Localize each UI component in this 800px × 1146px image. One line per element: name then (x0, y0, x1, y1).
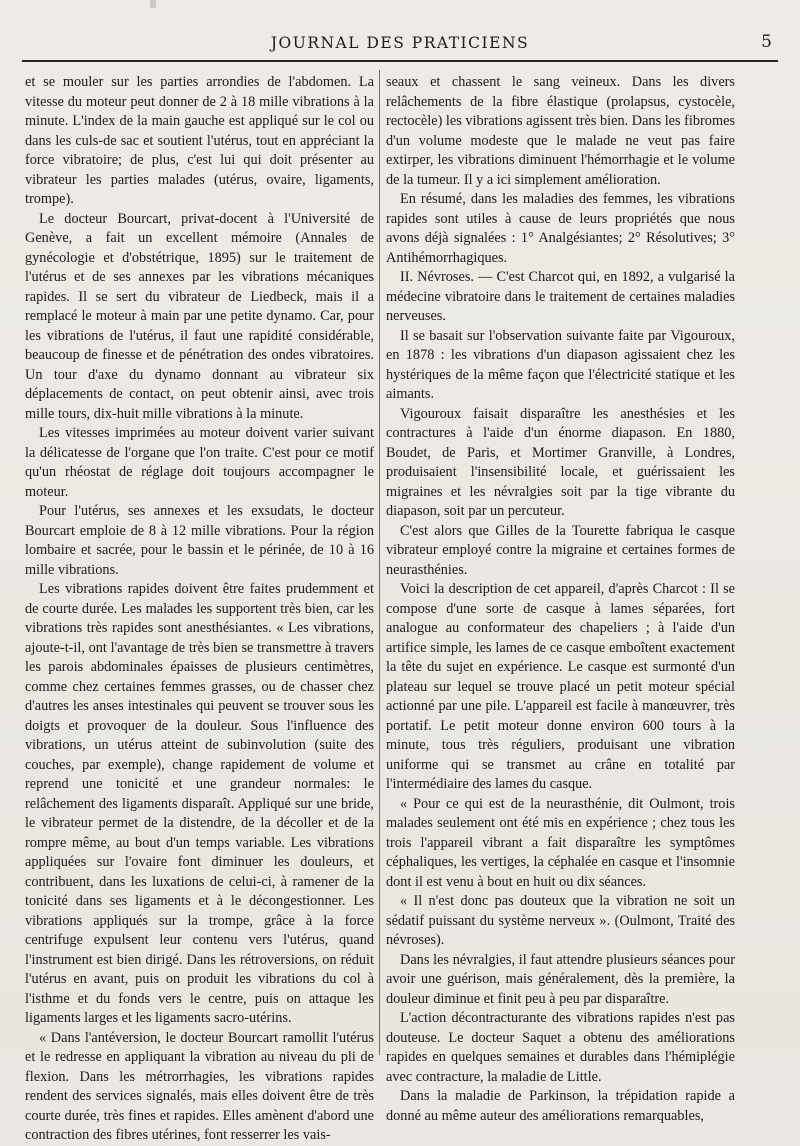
paragraph: et se mouler sur les parties arrondies de l'abdomen. La vitesse du moteur peut donner de 2 à 18 mille vibrations à la minute. L'index de la main gauche est appliqué sur le col ou dans les culs-de sac et soutient l'utérus, tout en appréciant la force vibratoire; de plus, c'est lui qui doit présenter au vibrateur les parties malades (utérus, ovaire, ligaments, trompe). (25, 74, 374, 207)
paragraph: Dans les névralgies, il faut attendre plusieurs séances pour avoir une guérison, mais généralement, dès la première, la douleur diminue et finit peu à peu par disparaître. (386, 951, 735, 1007)
journal-title: JOURNAL DES PRATICIENS (270, 34, 530, 52)
paragraph: Le docteur Bourcart, privat-docent à l'Université de Genève, a fait un excellent mémoire (Annales de gynécologie et d'obstétrique, 1895) sur le traitement de l'utérus et de ses annexes par les vibrations mécaniques rapides. Il se sert du vibrateur de Liedbeck, mais il a remplacé le moteur à main par une petite dynamo. Car, pour les vibrations de l'utérus, il faut une rapidité considérable, beaucoup de finesse et de pénétration des ondes vibratoires. Un tour d'axe du dynamo donnant au vibrateur six déplacements de contact, on peut obtenir ainsi, avec trois mille tours, dix-huit mille vibrations à la minute. (25, 210, 374, 422)
ink-smudge (150, 0, 156, 8)
left-column (25, 73, 374, 1146)
paragraph: Voici la description de cet appareil, d'après Charcot : Il se compose d'une sorte de casque à lames séparées, fort analogue au conformateur des chapeliers ; à l'aide d'un artifice simple, les lames de ce casque emboîtent exactement la tête du sujet en expérience. Le casque est surmonté d'un plateau sur lequel se trouve placé un petit moteur spécial actionné par une pile. L'appareil est facile à manœuvrer, très portatif. Le petit moteur donne environ 600 tours à la minute, tous très réguliers, produisant une vibration uniforme qui se transmet au crâne en totalité par l'intermédiaire des lames du casque. (386, 581, 735, 792)
right-column (386, 73, 735, 1126)
column-divider (379, 70, 380, 1055)
paragraph: Les vibrations rapides doivent être faites prudemment et de courte durée. Les malades les supportent très bien, car les vibrations très rapides sont anesthésiantes. « Les vibrations, ajoute-t-il, ont l'avantage de très bien se transmettre à travers les parois abdominales épaisses de plusieurs centimètres, comme chez certaines femmes grasses, ou de chasser chez d'autres les anses intestinales qui peuvent se trouver sous les doigts et provoquer de la douleur. Sous l'influence des vibrations, un utérus atteint de subinvolution (suite des couches, par exemple), change rapidement de volume et reprend une tonicité et une grandeur normales: le relâchement des ligaments disparaît. Appliqué sur une bride, le vibrateur permet de la distendre, de la décoller et de la rompre même, au bout d'un temps variable. Les vibrations appliquées sur l'ovaire font diminuer les douleurs, et contribuent, dans les luxations de celui-ci, à ramener de la tonicité dans ses ligaments et à le décongestionner. Les vibrations appliqués sur la trompe, grâce à la force centrifuge expulsent leur contenu vers l'utérus, quand l'instrument est bien dirigé. Dans les rétroversions, on réduit l'utérus en avant, puis on produit les vibrations du col à l'isthme et du fonds vers le centre, puis on attaque les ligaments larges et les ligaments sacro-utérins. (25, 581, 374, 1026)
paragraph: « Dans l'antéversion, le docteur Bourcart ramollit l'utérus et le redresse en appliquant la vibration au niveau du pli de flexion. Dans les métrorrhagies, les vibrations rapides rendent des services signalés, mais elles doivent être de très courte durée, très fines et rapides. Elles amènent d'abord une contraction des fibres utérines, font resserrer les vais- (25, 1029, 374, 1143)
page-header (22, 32, 778, 60)
paragraph: Pour l'utérus, ses annexes et les exsudats, le docteur Bourcart emploie de 8 à 12 mille vibrations. Pour la région lombaire et sacrée, pour le bassin et le périnée, de 10 à 16 mille vibrations. (25, 503, 374, 578)
paragraph: C'est alors que Gilles de la Tourette fabriqua le casque vibrateur employé contre la migraine et certaines formes de neurasthénies. (386, 522, 735, 578)
page-number: 5 (761, 32, 772, 52)
paragraph: Vigouroux faisait disparaître les anesthésies et les contractures à l'aide d'un énorme diapason. En 1880, Boudet, de Paris, et Mortimer Granville, à Londres, produisaient l'insensibilité locale, et guérissaient les migraines et les névralgies soit par la tige vibrante du diapason, soit par un percuteur. (386, 405, 735, 519)
paragraph: seaux et chassent le sang veineux. Dans les divers relâchements de la fibre élastique (prolapsus, cystocèle, rectocèle) les vibrations agissent très bien. Dans les fibromes d'un volume modeste que le malade ne veut pas faire extirper, les vibrations diminuent l'hémorrhagie et le volume de la tumeur. Il y a ici simplement amélioration. (386, 74, 735, 188)
paragraph: L'action décontracturante des vibrations rapides n'est pas douteuse. Le docteur Saquet a obtenu des améliorations rapides en quelques semaines et durables dans l'hémiplégie avec contracture, la maladie de Little. (386, 1010, 735, 1085)
paragraph: Dans la maladie de Parkinson, la trépidation rapide a donné au même auteur des améliorations remarquables, (386, 1088, 735, 1124)
paragraph: Les vitesses imprimées au moteur doivent varier suivant la délicatesse de l'organe que l'on traite. C'est pour ce motif qu'un rhéostat de réglage doit toujours accompagner le moteur. (25, 425, 374, 500)
paragraph: En résumé, dans les maladies des femmes, les vibrations rapides sont utiles à cause de leurs propriétés que nous avons déjà signalées : 1° Analgésiantes; 2° Résolutives; 3° Antihémorrhagiques. (386, 191, 735, 266)
paragraph: Il se basait sur l'observation suivante faite par Vigouroux, en 1878 : les vibrations d'un diapason agissaient chez les hystériques de la même façon que l'électricité statique et les aimants. (386, 327, 735, 402)
paragraph: « Pour ce qui est de la neurasthénie, dit Oulmont, trois malades seulement ont été mis en expérience ; chez tous les trois l'appareil vibrant a fait disparaître les symptômes céphaliques, les vertiges, la céphalée en casque et l'insomnie dont il est venu à bout en huit ou dix séances. (386, 795, 735, 890)
paragraph: « Il n'est donc pas douteux que la vibration ne soit un sédatif puissant du système nerveux ». (Oulmont, Traité des névroses). (386, 893, 735, 948)
section-heading-paragraph: II. Névroses. — C'est Charcot qui, en 1892, a vulgarisé la médecine vibratoire dans le traitement de certaines maladies nerveuses. (386, 269, 735, 324)
header-rule (22, 60, 778, 62)
